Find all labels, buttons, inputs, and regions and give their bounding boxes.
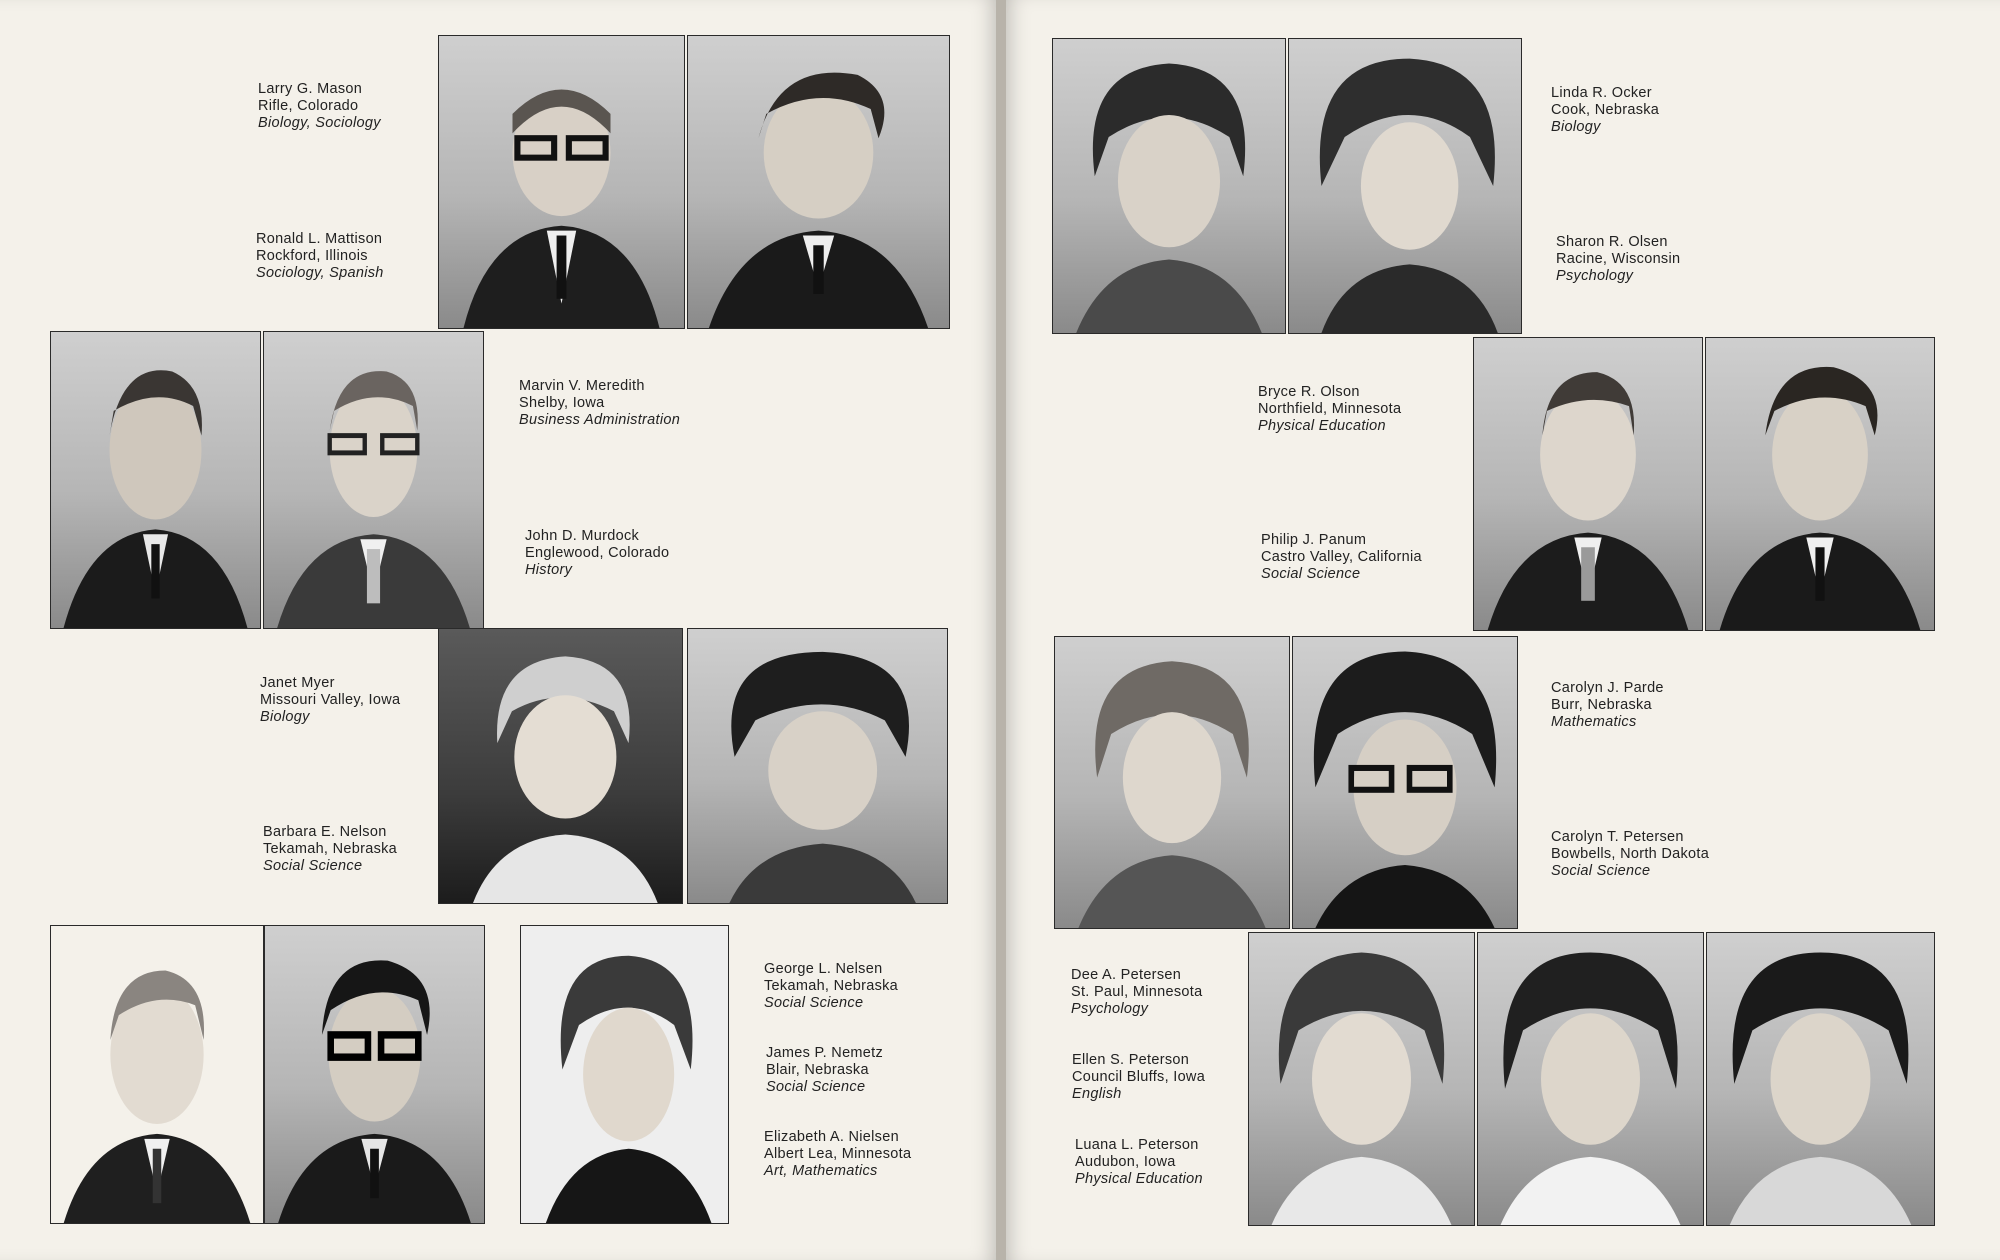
student-hometown: Missouri Valley, Iowa [260,692,401,708]
student-major: Social Science [263,858,363,874]
caption-parde [1551,680,1664,731]
caption-panum [1261,532,1422,583]
caption-nemetz [766,1045,883,1096]
portrait-photo-peterson-ellen [1477,932,1704,1226]
student-name: Larry G. Mason [258,81,363,97]
caption-nelsen-george [764,961,898,1012]
portrait-photo-nemetz [264,925,485,1224]
student-hometown: St. Paul, Minnesota [1071,984,1203,1000]
student-name: Bryce R. Olson [1258,384,1360,400]
student-name: Barbara E. Nelson [263,824,387,840]
caption-nelson-barbara [263,824,397,875]
portrait-photo-mattison [687,35,950,329]
student-hometown: Tekamah, Nebraska [764,978,899,994]
portrait-photo-nelson-barbara [687,628,948,904]
caption-petersen-carolyn [1551,829,1709,880]
student-major: Social Science [1261,566,1361,582]
student-hometown: Northfield, Minnesota [1258,401,1402,417]
student-name: Marvin V. Meredith [519,378,645,394]
caption-mattison [256,231,384,282]
caption-peterson-ellen [1072,1052,1205,1103]
student-hometown: Council Bluffs, Iowa [1072,1069,1206,1085]
student-name: John D. Murdock [525,528,640,544]
portrait-photo-meredith [50,331,261,629]
student-hometown: Racine, Wisconsin [1556,251,1681,267]
student-hometown: Bowbells, North Dakota [1551,846,1710,862]
student-name: Carolyn T. Petersen [1551,829,1684,845]
portrait-photo-murdock [263,331,484,629]
student-major: Business Administration [519,412,681,428]
student-name: Sharon R. Olsen [1556,234,1668,250]
student-name: Luana L. Peterson [1075,1137,1199,1153]
caption-mason [258,81,381,132]
portrait-photo-myer [438,628,683,904]
student-major: Physical Education [1075,1171,1203,1187]
student-major: Biology, Sociology [258,115,381,131]
portrait-photo-olsen [1288,38,1522,334]
student-hometown: Cook, Nebraska [1551,102,1660,118]
portrait-photo-petersen-dee [1248,932,1475,1226]
caption-petersen-dee [1071,967,1202,1018]
caption-meredith [519,378,680,429]
student-major: Social Science [764,995,864,1011]
student-hometown: Burr, Nebraska [1551,697,1652,713]
student-major: Physical Education [1258,418,1386,434]
student-hometown: Rockford, Illinois [256,248,368,264]
caption-ocker [1551,85,1659,136]
portrait-photo-olson [1473,337,1703,631]
caption-olson [1258,384,1401,435]
caption-peterson-luana [1075,1137,1203,1188]
portrait-photo-ocker [1052,38,1286,334]
student-name: Janet Myer [260,675,335,691]
portrait-photo-nelsen-george [50,925,264,1224]
student-major: Psychology [1071,1001,1149,1017]
student-hometown: Albert Lea, Minnesota [764,1146,912,1162]
student-name: Ellen S. Peterson [1072,1052,1190,1068]
portrait-photo-nielsen [520,925,729,1224]
student-hometown: Shelby, Iowa [519,395,605,411]
student-major: Biology [1551,119,1601,135]
portrait-photo-mason [438,35,685,329]
student-hometown: Rifle, Colorado [258,98,359,114]
student-major: Social Science [1551,863,1651,879]
student-name: Elizabeth A. Nielsen [764,1129,899,1145]
student-hometown: Tekamah, Nebraska [263,841,398,857]
student-major: English [1072,1086,1122,1102]
student-name: George L. Nelsen [764,961,883,977]
student-major: Mathematics [1551,714,1637,730]
portrait-photo-parde [1054,636,1290,929]
caption-murdock [525,528,669,579]
caption-olsen [1556,234,1680,285]
student-name: Dee A. Petersen [1071,967,1182,983]
student-major: Art, Mathematics [764,1163,878,1179]
portrait-photo-panum [1705,337,1935,631]
student-name: Linda R. Ocker [1551,85,1652,101]
student-major: Social Science [766,1079,866,1095]
portrait-photo-peterson-luana [1706,932,1935,1226]
student-major: Psychology [1556,268,1634,284]
book-gutter [996,0,1006,1260]
student-major: Biology [260,709,310,725]
student-hometown: Englewood, Colorado [525,545,670,561]
student-hometown: Castro Valley, California [1261,549,1422,565]
portrait-photo-petersen-carolyn [1292,636,1518,929]
student-hometown: Blair, Nebraska [766,1062,869,1078]
student-name: Philip J. Panum [1261,532,1367,548]
student-name: James P. Nemetz [766,1045,884,1061]
student-major: Sociology, Spanish [256,265,384,281]
caption-myer [260,675,400,726]
student-name: Carolyn J. Parde [1551,680,1664,696]
student-major: History [525,562,573,578]
student-hometown: Audubon, Iowa [1075,1154,1176,1170]
student-name: Ronald L. Mattison [256,231,383,247]
caption-nielsen [764,1129,911,1180]
